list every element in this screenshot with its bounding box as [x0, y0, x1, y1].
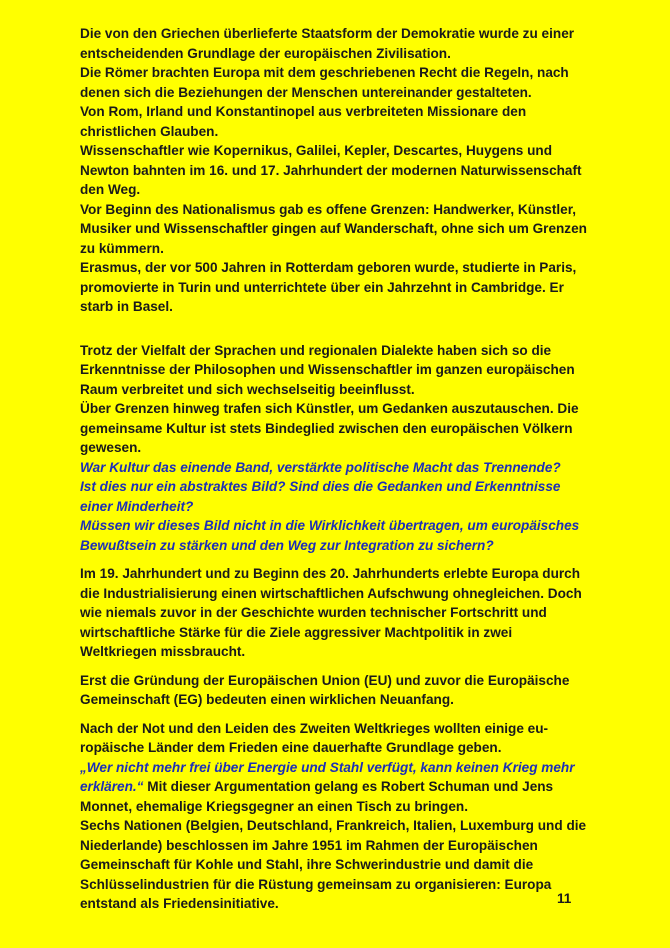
spacer	[80, 710, 590, 719]
quote-energy-steel: „Wer nicht mehr frei über Energie und Stahl verfügt, kann keinen Krieg mehr erklären.“	[80, 759, 575, 794]
schuman-text: Mit dieser Argumentation gelang es Robert Schuman und Jens Monnet, ehemalige Kriegsgegner an einen Tisch zu bringen.	[80, 779, 554, 814]
spacer	[80, 317, 590, 341]
page-number: 11	[557, 891, 572, 906]
question-reality: Müssen wir dieses Bild nicht in die Wirklichkeit übertragen, um europäisches Bewußtsein zu stärken und den Weg zur Integration zu sichern?	[80, 518, 580, 553]
paragraph-peace-intro: Nach der Not und den Leiden des Zweiten Weltkrieges wollten einige eu-ropäische Länder dem Frieden eine dauerhafte Grundlage geben.	[80, 720, 549, 755]
paragraph-open-borders: Vor Beginn des Nationalismus gab es offene Grenzen: Handwerker, Künstler, Musiker und Wissenschaftler gingen auf Wanderschaft, ohne sich um Grenzen zu kümmern.	[80, 201, 587, 256]
paragraph-schuman	[80, 758, 590, 817]
question-culture: War Kultur das einende Band, verstärkte politische Macht das Trennende?	[80, 459, 561, 475]
history-section	[80, 24, 590, 317]
paragraph-diversity: Trotz der Vielfalt der Sprachen und regionalen Dialekte haben sich so die Erkenntnisse der Philosophen und Wissenschaftler im ganzen europäischen Raum verbreitet und sich wechselseitig beeinflusst.	[80, 342, 575, 397]
culture-section	[80, 341, 590, 556]
paragraph-roman-law: Die Römer brachten Europa mit dem geschriebenen Recht die Regeln, nach denen sich die Beziehungen der Menschen untereinander gestalteten.	[80, 65, 569, 100]
paragraph-democracy: Die von den Griechen überlieferte Staatsform der Demokratie wurde zu einer entscheidenden Grundlage der europäischen Zivilisation.	[80, 26, 575, 61]
question-abstract: Ist dies nur ein abstraktes Bild? Sind dies die Gedanken und Erkenntnisse einer Minderheit?	[80, 479, 561, 514]
paragraph-common-culture: Über Grenzen hinweg trafen sich Künstler, um Gedanken auszutauschen. Die gemeinsame Kultur ist stets Bindeglied zwischen den europäischen Völkern gewesen.	[80, 401, 579, 455]
paragraph-missionaries: Von Rom, Irland und Konstantinopel aus verbreiteten Missionare den christlichen Glauben.	[80, 104, 527, 139]
paragraph-scientists: Wissenschaftler wie Kopernikus, Galilei, Kepler, Descartes, Huygens und Newton bahnten im 16. und 17. Jahrhundert der modernen Naturwissenschaft den Weg.	[80, 143, 582, 197]
paragraph-six-nations: Sechs Nationen (Belgien, Deutschland, Frankreich, Italien, Luxemburg und die Niederlande) beschlossen im Jahre 1951 im Rahmen der Europäischen Gemeinschaft für Kohle und Stahl, ihre Schwerindustrie und damit die Schlüsselindustrien für die Rüstung gemeinsam zu organisieren: Europa entstand als Friedensinitiative.	[80, 818, 587, 911]
paragraph-eu-founding: Erst die Gründung der Europäischen Union (EU) und zuvor die Europäische Gemeinschaft (EG) bedeuten einen wirklichen Neuanfang.	[80, 672, 570, 707]
paragraph-erasmus: Erasmus, der vor 500 Jahren in Rotterdam geboren wurde, studierte in Paris, promovierte in Turin und unterrichtete über ein Jahrzehnt in Cambridge. Er starb in Basel.	[80, 260, 577, 314]
peace-section	[80, 719, 590, 914]
paragraph-industrialization: Im 19. Jahrhundert und zu Beginn des 20. Jahrhunderts erlebte Europa durch die Industrialisierung einen wirtschaftlichen Aufschwung ohnegleichen. Doch wie niemals zuvor in der Geschichte wurden technischer Fortschritt und wirtschaftliche Stärke für die Ziele aggressiver Machtpolitik in zwei Weltkriegen missbraucht.	[80, 566, 582, 659]
spacer	[80, 555, 590, 564]
spacer	[80, 662, 590, 671]
